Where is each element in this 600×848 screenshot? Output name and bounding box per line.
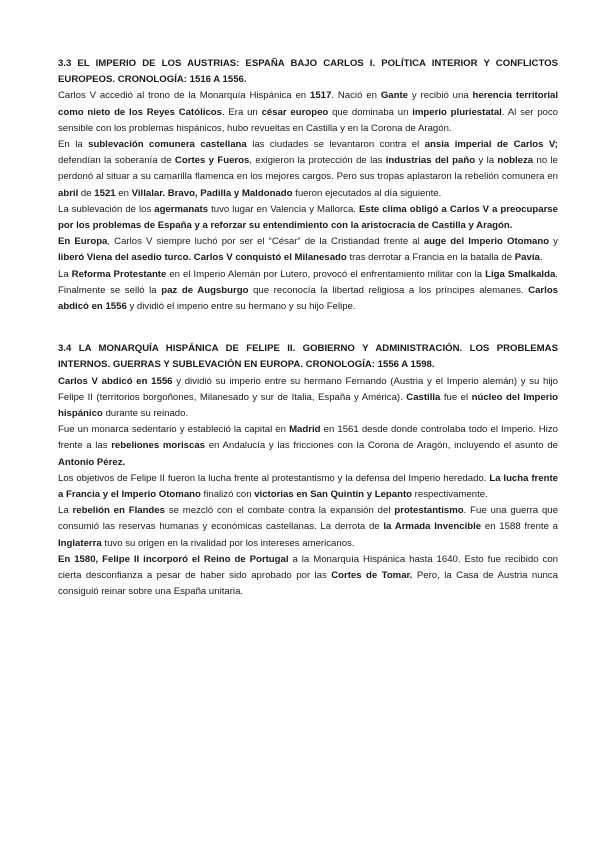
text-run: , exigieron la protección de las <box>249 155 386 167</box>
bold-text-run: Cortes de Tomar. <box>331 570 413 582</box>
text-run: tuvo su origen en la rivalidad por los intereses americanos. <box>101 537 355 549</box>
text-run: y recibió una <box>408 90 473 102</box>
bold-text-run: Carlos abdicó en 1556 <box>58 284 559 313</box>
text-run: no le perdonó al situar a su camarilla flamenca en los mejores cargos. Pero sus tropas aplastaron la rebelión comunera en <box>58 155 558 183</box>
text-run: La sublevación de los <box>58 203 155 215</box>
bold-text-run: Este clima obligó a Carlos V a preocuparse por los problemas de España y a reforzar su entendimiento con la aristocracia de Castilla y Aragón. <box>58 203 558 232</box>
bold-text-run: Liga Smalkalda <box>485 268 556 280</box>
bold-text-run: auge del Imperio Otomano <box>423 236 550 248</box>
bold-text-run: césar europeo <box>261 106 329 118</box>
bold-text-run: paz de Augsburgo <box>161 284 249 296</box>
text-run: respectivamente. <box>412 489 488 501</box>
bold-text-run: 1517 <box>310 90 332 102</box>
section-3-3 <box>58 56 558 315</box>
text-run: Los objetivos de Felipe II fueron la lucha frente al protestantismo y la defensa del Imperio heredado. <box>58 472 490 484</box>
bold-text-run: Gante <box>380 90 409 102</box>
text-run: tras derrotar a Francia en la batalla de <box>346 252 515 264</box>
bold-text-run: Cortes y Fueros <box>174 155 250 167</box>
section-heading: 3.4 LA MONARQUÍA HISPÁNICA DE FELIPE II. GOBIERNO Y ADMINISTRACIÓN. LOS PROBLEMAS INTERNOS. GUERRAS Y SUBLEVACIÓN EN EUROPA. CRONOLOGÍA: 1556 A 1598. <box>58 343 558 371</box>
text-run: Fue un monarca sedentario y estableció la capital en <box>58 424 290 436</box>
bold-text-run: herencia territorial como nieto de los Reyes Católicos <box>58 90 558 118</box>
text-run: y <box>549 236 558 248</box>
text-run: fue el <box>440 391 472 403</box>
text-run: y la <box>475 155 498 167</box>
text-run: , Carlos V siempre luchó por ser el “César” de la Cristiandad frente al <box>107 236 424 248</box>
text-run: Carlos V accedió al trono de la Monarquía Hispánica en <box>58 90 310 102</box>
text-run: a la Monarquía Hispánica hasta 1640. Esto fue recibido con cierta desconfianza a pesar de haber sido aprobado por las <box>58 553 558 582</box>
text-run: fueron ejecutados al día siguiente. <box>292 187 442 199</box>
text-run: y dividió su imperio entre su hermano Fernando (Austria y el Imperio alemán) y su hijo Felipe II (territorios borgoñones, Milanesado y sur de Italia, España y América). <box>58 375 558 403</box>
paragraph <box>58 471 558 503</box>
bold-text-run: Castilla <box>406 391 441 403</box>
text-run: en el Imperio Alemán por Lutero, provocó el enfrentamiento militar con la <box>166 268 486 280</box>
text-run: que dominaba un <box>328 106 413 118</box>
text-run: durante su reinado. <box>102 408 189 420</box>
section-3-4 <box>58 341 558 600</box>
paragraph <box>58 88 558 137</box>
text-run: La <box>58 505 73 517</box>
paragraph <box>58 422 558 471</box>
bold-text-run: 1521 <box>94 187 116 199</box>
paragraph <box>58 267 558 316</box>
text-run: en 1588 frente a <box>481 521 559 533</box>
bold-text-run: En Europa <box>58 236 108 248</box>
text-run: En la <box>58 139 89 151</box>
bold-text-run: Carlos V abdicó en 1556 <box>58 375 173 387</box>
bold-text-run: Antonio Pérez. <box>58 456 126 468</box>
bold-text-run: Villalar. Bravo, Padilla y Maldonado <box>131 187 293 199</box>
text-run: . Nació en <box>331 90 381 102</box>
bold-text-run: núcleo del Imperio hispánico <box>58 391 558 420</box>
bold-text-run: nobleza <box>497 155 534 167</box>
bold-text-run: agermanats <box>154 203 209 215</box>
paragraph <box>58 202 558 234</box>
text-run: en Andalucía y las fricciones con la Corona de Aragón, incluyendo el asunto de <box>205 440 558 452</box>
bold-text-run: sublevación comunera castellana <box>88 139 247 151</box>
text-run: de <box>78 187 95 199</box>
bold-text-run: La lucha frente a Francia y el Imperio Otomano <box>58 472 558 501</box>
bold-text-run: Pavía <box>514 252 540 264</box>
bold-text-run: Madrid <box>289 424 321 436</box>
section-heading: 3.3 EL IMPERIO DE LOS AUSTRIAS: ESPAÑA BAJO CARLOS I. POLÍTICA INTERIOR Y CONFLICTOS EUROPEOS. CRONOLOGÍA: 1516 A 1556. <box>58 58 558 86</box>
text-run: . Fue una guerra que consumió las reservas humanas y económicas castellanas. La derrota de <box>58 505 558 533</box>
bold-text-run: rebelión en Flandes <box>72 505 165 517</box>
bold-text-run: imperio pluriestatal <box>412 106 502 118</box>
bold-text-run: la Armada Invencible <box>383 521 482 533</box>
bold-text-run: victorias en San Quintín y Lepanto <box>254 489 413 501</box>
bold-text-run: ansia imperial de Carlos V; <box>424 139 558 151</box>
text-run: . Finalmente se selló la <box>58 268 558 296</box>
text-run: se mezcló con el combate contra la expansión del <box>164 505 395 517</box>
paragraph <box>58 137 558 202</box>
text-run: que reconocía la libertad religiosa a los príncipes alemanes. <box>248 284 529 296</box>
text-run: . Era un <box>221 106 262 118</box>
text-run: . Al ser poco sensible con los problemas hispánicos, hubo revueltas en Castilla y en la Corona de Aragón. <box>58 106 559 134</box>
document-page <box>58 56 558 601</box>
paragraph <box>58 374 558 423</box>
text-run: tuvo lugar en Valencia y Mallorca. <box>208 203 359 215</box>
text-run: defendían la soberanía de <box>58 155 175 167</box>
bold-text-run: abril <box>58 187 79 199</box>
text-run: en 1561 desde donde controlaba todo el Imperio. Hizo frente a las <box>58 424 558 452</box>
text-run: . <box>539 252 543 264</box>
paragraph <box>58 234 558 266</box>
text-run: Pero, la Casa de Austria nunca consiguió reinar sobre una España unitaria. <box>58 570 558 598</box>
text-run: finalizó con <box>200 489 255 501</box>
text-run: las ciudades se levantaron contra el <box>246 139 425 151</box>
paragraph <box>58 503 558 552</box>
bold-text-run: protestantismo <box>394 505 464 517</box>
bold-text-run: rebeliones moriscas <box>111 440 206 452</box>
text-run: en <box>115 187 132 199</box>
bold-text-run: Reforma Protestante <box>71 268 167 280</box>
bold-text-run: Inglaterra <box>58 537 102 549</box>
paragraph <box>58 552 558 601</box>
text-run: y dividió el imperio entre su hermano y su hijo Felipe. <box>126 301 356 313</box>
bold-text-run: industrias del paño <box>385 155 476 167</box>
bold-text-run: En 1580, Felipe II incorporó el Reino de Portugal <box>58 553 289 565</box>
bold-text-run: liberó Viena del asedio turco. Carlos V conquistó el Milanesado <box>58 252 347 264</box>
text-run: La <box>58 268 72 280</box>
